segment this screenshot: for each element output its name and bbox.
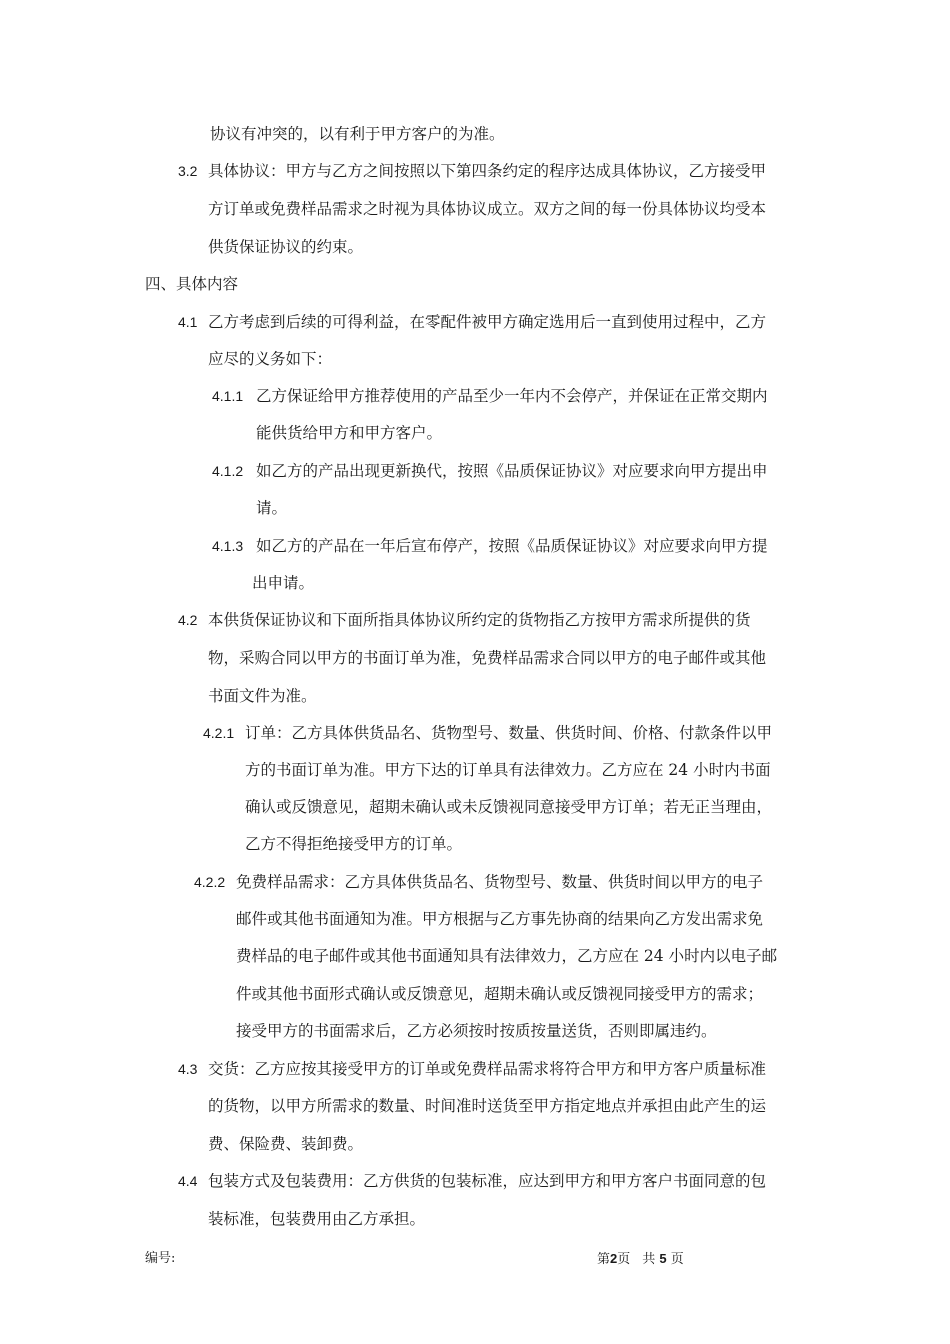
footer-page-number: 第2页 共 5 页 — [597, 1251, 684, 1267]
text-line: 接受甲方的书面需求后，乙方必须按时按质按量送货，否则即属违约。 — [236, 1022, 717, 1040]
section-number: 4.4 — [178, 1173, 198, 1189]
section-number: 4.2 — [178, 612, 198, 628]
text-line: 确认或反馈意见，超期未确认或未反馈视同意接受甲方订单；若无正当理由， — [245, 798, 773, 816]
section-heading-4: 四、具体内容 — [145, 275, 239, 293]
text-line: 乙方不得拒绝接受甲方的订单。 — [245, 835, 463, 853]
section-4-2-2: 4.2.2 免费样品需求：乙方具体供货品名、货物型号、数量、供货时间以甲方的电子 — [194, 873, 764, 891]
section-number: 4.1.1 — [212, 388, 244, 404]
section-number: 4.3 — [178, 1061, 198, 1077]
text-line: 费、保险费、装卸费。 — [208, 1135, 364, 1153]
text-line: 应尽的义务如下： — [208, 350, 333, 368]
section-4-1-2: 4.1.2 如乙方的产品出现更新换代，按照《品质保证协议》对应要求向甲方提出申 — [212, 462, 768, 480]
section-number: 4.1.3 — [212, 538, 244, 554]
text-line: 费样品的电子邮件或其他书面通知具有法律效力，乙方应在 24 小时内以电子邮 — [236, 947, 778, 965]
section-3-2: 3.2 具体协议：甲方与乙方之间按照以下第四条约定的程序达成具体协议，乙方接受甲 — [178, 162, 767, 180]
text-line: 装标准，包装费用由乙方承担。 — [208, 1210, 426, 1228]
text-line: 书面文件为准。 — [208, 687, 317, 705]
text-line: 方订单或免费样品需求之时视为具体协议成立。双方之间的每一份具体协议均受本 — [208, 200, 767, 218]
total-pages: 5 — [659, 1251, 667, 1266]
text-line: 请。 — [256, 499, 288, 517]
text-line: 邮件或其他书面通知为准。甲方根据与乙方事先协商的结果向乙方发出需求免 — [236, 910, 764, 928]
current-page: 2 — [610, 1251, 618, 1266]
text-line: 协议有冲突的，以有利于甲方客户的为准。 — [210, 125, 505, 143]
footer-serial-label: 编号: — [145, 1251, 176, 1266]
section-number: 4.2.2 — [194, 874, 226, 890]
section-4-1-1: 4.1.1 乙方保证给甲方推荐使用的产品至少一年内不会停产，并保证在正常交期内 — [212, 387, 768, 405]
section-4-1-3: 4.1.3 如乙方的产品在一年后宣布停产，按照《品质保证协议》对应要求向甲方提 — [212, 537, 768, 555]
section-4-2: 4.2 本供货保证协议和下面所指具体协议所约定的货物指乙方按甲方需求所提供的货 — [178, 611, 751, 629]
section-number: 4.1 — [178, 314, 198, 330]
text-line: 件或其他书面形式确认或反馈意见，超期未确认或反馈视同接受甲方的需求； — [236, 985, 764, 1003]
text-line: 物，采购合同以甲方的书面订单为准，免费样品需求合同以甲方的电子邮件或其他 — [208, 649, 767, 667]
section-4-4: 4.4 包装方式及包装费用：乙方供货的包装标准，应达到甲方和甲方客户书面同意的包 — [178, 1172, 767, 1190]
text-line: 能供货给甲方和甲方客户。 — [256, 424, 443, 442]
text-line: 出申请。 — [252, 574, 315, 592]
section-4-1: 4.1 乙方考虑到后续的可得利益，在零配件被甲方确定选用后一直到使用过程中，乙方 — [178, 313, 767, 331]
text-line: 的货物，以甲方所需求的数量、时间准时送货至甲方指定地点并承担由此产生的运 — [208, 1097, 767, 1115]
section-number: 4.1.2 — [212, 463, 244, 479]
section-number: 3.2 — [178, 163, 198, 179]
section-number: 4.2.1 — [203, 725, 235, 741]
text-line: 方的书面订单为准。甲方下达的订单具有法律效力。乙方应在 24 小时内书面 — [245, 761, 771, 779]
text-line: 供货保证协议的约束。 — [208, 238, 364, 256]
section-4-2-1: 4.2.1 订单：乙方具体供货品名、货物型号、数量、供货时间、价格、付款条件以甲 — [203, 724, 773, 742]
section-4-3: 4.3 交货：乙方应按其接受甲方的订单或免费样品需求将符合甲方和甲方客户质量标准 — [178, 1060, 767, 1078]
